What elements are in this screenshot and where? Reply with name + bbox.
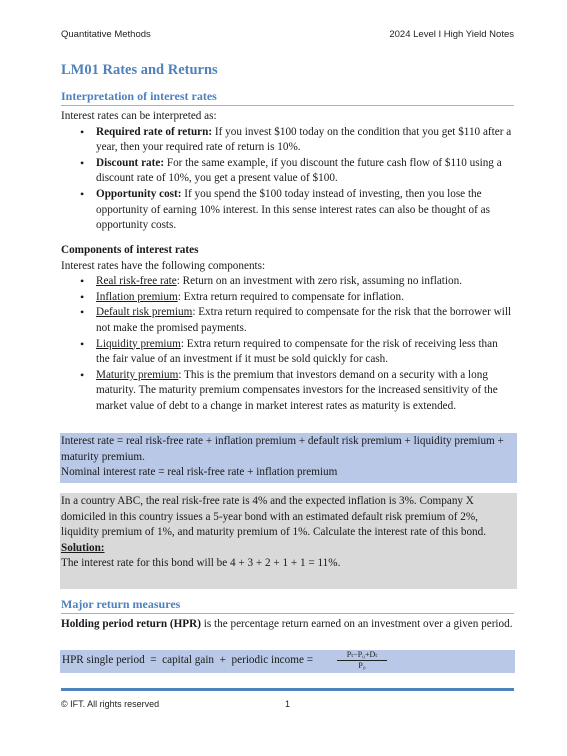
term: Default risk premium: [96, 306, 193, 319]
components-heading: Components of interest rates: [61, 244, 199, 256]
solution-text: The interest rate for this bond will be 4 + 3 + 2 + 1 + 1 = 11%.: [61, 557, 341, 570]
definition: For the same example, if you discount the future cash flow of $110 using a discount rate of 10%, you get a present value of $100.: [96, 156, 502, 185]
section-heading-interpretation: Interpretation of interest rates: [61, 89, 514, 106]
definition: If you invest $100 today on the condition that you get $110 after a year, then your required rate of return is 10%.: [96, 125, 512, 154]
definition: : Return on an investment with zero risk, assuming no inflation.: [176, 275, 462, 288]
list-item: [96, 305, 514, 336]
definition: : Extra return required to compensate for inflation.: [177, 290, 404, 303]
interest-rate-formula-box: [60, 433, 517, 483]
hpr-formula-box: [60, 650, 515, 673]
term: Required rate of return:: [96, 125, 213, 138]
header-left: Quantitative Methods: [61, 29, 151, 40]
fraction-denominator: P₀: [358, 661, 366, 670]
list-item: [96, 187, 514, 234]
hpr-term: Holding period return (HPR): [61, 618, 201, 630]
definition: : Extra return required to compensate for the risk that the borrower will not make the promised payments.: [96, 306, 512, 334]
hpr-definition: [61, 617, 514, 633]
footer-divider: [61, 688, 514, 691]
header-right: 2024 Level I High Yield Notes: [389, 29, 514, 40]
definition: If you spend the $100 today instead of investing, then you lose the opportunity of earning 10% interest. In this sense interest rates can also be thought of as opportunity costs.: [96, 187, 490, 232]
definition: : Extra return required to compensate for the risk of receiving less than the fair value of an investment if it must be sold quickly for cash.: [96, 337, 498, 366]
term: Opportunity cost:: [96, 187, 182, 200]
interpretation-intro: Interest rates can be interpreted as:: [61, 110, 217, 122]
list-item: [96, 125, 514, 156]
hpr-fraction: [337, 650, 387, 670]
interpretation-block: [61, 109, 514, 234]
hpr-text: is the percentage return earned on an investment over a given period.: [200, 618, 513, 630]
definition: : This is the premium that investors demand on a security with a long maturity. The maturity premium compensates investors for the increased sensitivity of the market value of debt to a change in market interest rates as maturity is extended.: [96, 368, 498, 412]
fraction-numerator: Pₜ−P₀+Dₜ: [337, 650, 387, 661]
list-item: [96, 274, 514, 290]
list-item: [96, 290, 514, 306]
term: Maturity premium: [96, 368, 179, 381]
hpr-formula-lhs: HPR single period = capital gain + periodic income =: [62, 654, 314, 666]
list-item: [96, 156, 514, 187]
interpretation-list: [61, 125, 514, 234]
page-title: LM01 Rates and Returns: [61, 62, 218, 78]
solution-label: Solution:: [61, 541, 105, 554]
components-intro: Interest rates have the following components:: [61, 259, 266, 272]
example-question: In a country ABC, the real risk-free rate is 4% and the expected inflation is 3%. Company X domiciled in this country issues a 5-year bond with an estimated default risk premium of 2%, liquidity premium of 1%, and maturity premium of 1%. Calculate the interest rate of this bond.: [61, 495, 487, 539]
components-block: [61, 243, 514, 415]
list-item: [96, 337, 514, 368]
example-box: [60, 493, 517, 589]
term: Real risk-free rate: [96, 275, 177, 288]
components-list: [61, 274, 514, 414]
formula-line: Nominal interest rate = real risk-free rate + inflation premium: [61, 466, 338, 479]
footer-copyright: © IFT. All rights reserved: [61, 699, 160, 709]
page-number: 1: [285, 699, 291, 709]
section-heading-return-measures: Major return measures: [61, 597, 514, 614]
term: Liquidity premium: [96, 337, 181, 350]
list-item: [96, 368, 514, 415]
term: Inflation premium: [96, 290, 178, 303]
formula-line: Interest rate = real risk-free rate + inflation premium + default risk premium + liquidity premium + maturity premium.: [61, 435, 504, 463]
term: Discount rate:: [96, 156, 165, 169]
